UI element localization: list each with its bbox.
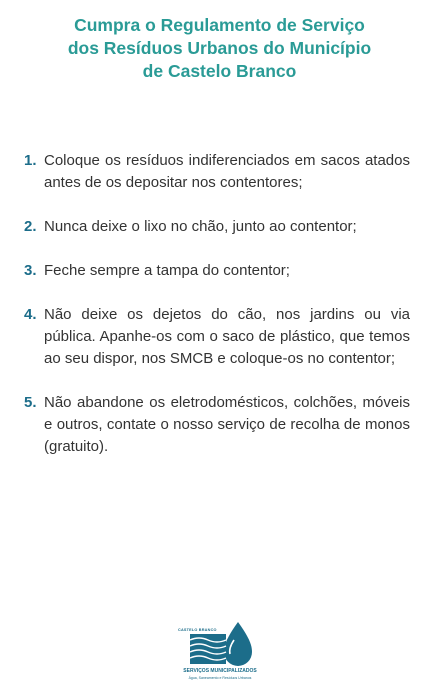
rule-text: Nunca deixe o lixo no chão, junto ao contentor;	[44, 218, 357, 235]
rule-text: Coloque os resíduos indiferenciados em sacos atados antes de os depositar nos contentores;	[44, 152, 410, 191]
rule-text: Não abandone os eletrodomésticos, colchões, móveis e outros, contate o nosso serviço de recolha de monos (gratuito).	[44, 394, 410, 455]
smcb-logo	[170, 620, 270, 692]
rules-list	[24, 150, 410, 480]
title-line-2: dos Resíduos Urbanos do Município	[67, 38, 372, 58]
logo-brand: CASTELO BRANCO	[178, 628, 217, 632]
notice-title	[0, 14, 439, 83]
title-line-3: de Castelo Branco	[142, 61, 297, 81]
rule-number: 5.	[24, 394, 37, 411]
rule-item-3	[24, 260, 410, 282]
logo-tagline: Água, Saneamento e Resíduos Urbanos	[188, 676, 252, 680]
rule-number: 3.	[24, 262, 37, 279]
rule-number: 1.	[24, 152, 37, 169]
rule-text: Não deixe os dejetos do cão, nos jardins ou via pública. Apanhe-os com o saco de plástico, que temos ao seu dispor, nos SMCB e coloque-os no contentor;	[44, 306, 410, 367]
rule-item-1	[24, 150, 410, 194]
rule-item-2	[24, 216, 410, 238]
rule-item-4	[24, 304, 410, 370]
rule-number: 4.	[24, 306, 37, 323]
title-line-1: Cumpra o Regulamento de Serviço	[74, 15, 365, 35]
logo-organization: SERVIÇOS MUNICIPALIZADOS	[183, 668, 257, 674]
rule-text: Feche sempre a tampa do contentor;	[44, 262, 290, 279]
rule-item-5	[24, 392, 410, 458]
rule-number: 2.	[24, 218, 37, 235]
